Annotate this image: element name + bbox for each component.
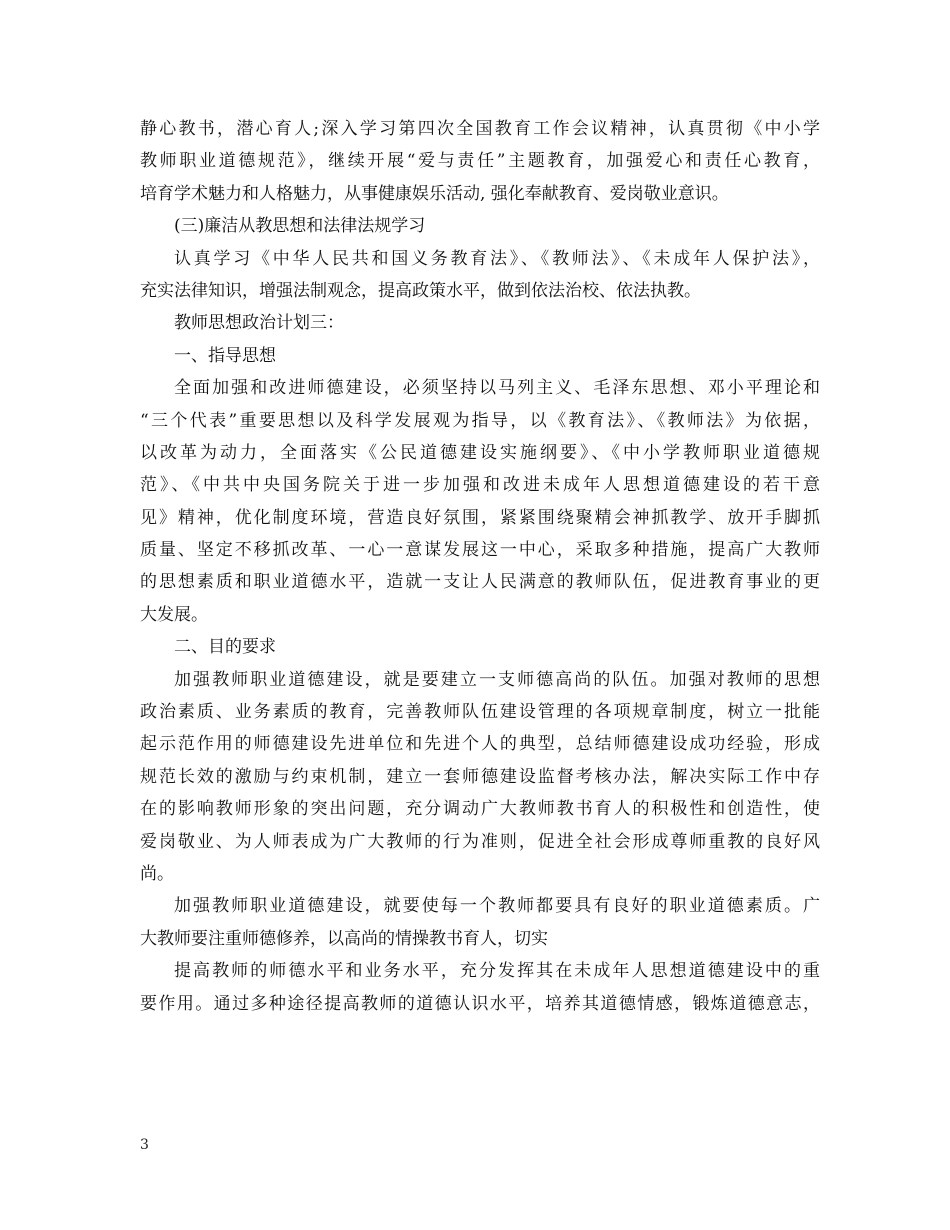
text-line: “三个代表”重要思想以及科学发展观为指导，以《教育法》、《教师法》为依据， <box>140 410 820 431</box>
text-line: 爱岗敬业、为人师表成为广大教师的行为准则，促进全社会形成尊师重教的良好风 <box>140 831 820 852</box>
text-line: 质量、坚定不移抓改革、一心一意谋发展这一中心，采取多种措施，提高广大教师 <box>140 540 820 561</box>
text-line: 规范长效的激励与约束机制，建立一套师德建设监督考核办法，解决实际工作中存 <box>140 766 820 787</box>
page-number: 3 <box>140 1137 149 1153</box>
text-line: 政治素质、业务素质的教育，完善教师队伍建设管理的各项规章制度，树立一批能 <box>140 702 820 723</box>
text-line: 认真学习《中华人民共和国义务教育法》、《教师法》、《未成年人保护法》， <box>174 248 820 269</box>
text-line: 以改革为动力，全面落实《公民道德建设实施纲要》、《中小学教师职业道德规 <box>140 442 820 463</box>
text-line: 在的影响教师形象的突出问题，充分调动广大教师教书育人的积极性和创造性，使 <box>140 799 820 820</box>
text-line: 教师职业道德规范》，继续开展“爱与责任”主题教育，加强爱心和责任心教育， <box>140 151 820 172</box>
text-line: 的思想素质和职业道德水平，造就一支让人民满意的教师队伍，促进教育事业的更 <box>140 572 820 593</box>
text-line: 培育学术魅力和人格魅力，从事健康娱乐活动, 强化奉献教育、爱岗敬业意识。 <box>140 183 729 204</box>
text-line: 静心教书，潜心育人;深入学习第四次全国教育工作会议精神，认真贯彻《中小学 <box>140 119 820 139</box>
text-line: 提高教师的师德水平和业务水平，充分发挥其在未成年人思想道德建设中的重 <box>174 961 820 982</box>
text-line: 要作用。通过多种途径提高教师的道德认识水平，培养其道德情感，锻炼道德意志， <box>140 993 820 1014</box>
text-line: 教师思想政治计划三： <box>174 313 344 334</box>
text-line: 二、目的要求 <box>174 637 276 658</box>
text-line: 加强教师职业道德建设，就要使每一个教师都要具有良好的职业道德素质。广 <box>174 896 820 917</box>
text-line: 见》精神，优化制度环境，营造良好氛围，紧紧围绕聚精会神抓教学、放开手脚抓 <box>140 507 820 528</box>
text-line: 范》、《中共中央国务院关于进一步加强和改进未成年人思想道德建设的若干意 <box>140 475 820 496</box>
text-line: 尚。 <box>140 863 174 884</box>
text-line: 大发展。 <box>140 604 208 625</box>
text-line: 全面加强和改进师德建设，必须坚持以马列主义、毛泽东思想、邓小平理论和 <box>174 378 820 399</box>
text-line: 大教师要注重师德修养，以高尚的情操教书育人，切实 <box>140 928 548 949</box>
text-line: (三)廉洁从教思想和法律法规学习 <box>174 216 426 237</box>
text-line: 起示范作用的师德建设先进单位和先进个人的典型，总结师德建设成功经验，形成 <box>140 734 820 755</box>
text-line: 一、指导思想 <box>174 345 276 366</box>
text-line: 加强教师职业道德建设，就是要建立一支师德高尚的队伍。加强对教师的思想 <box>174 669 820 690</box>
document-body <box>140 113 820 1020</box>
text-line: 充实法律知识，增强法制观念，提高政策水平，做到依法治校、依法执教。 <box>140 280 701 301</box>
